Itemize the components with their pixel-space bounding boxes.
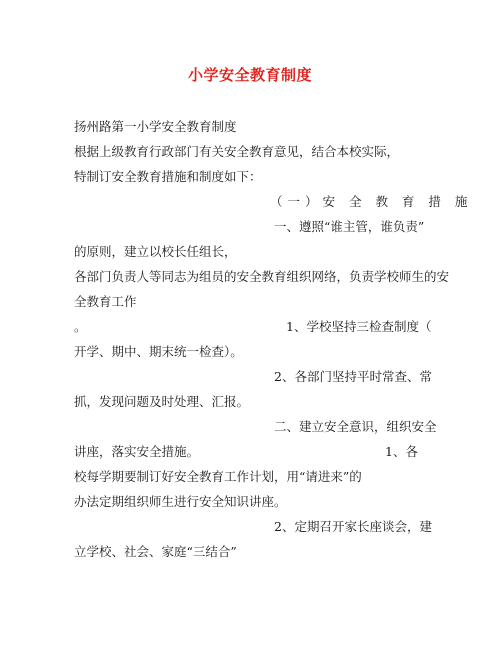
body-line: 抓，发现问题及时处理、汇报。 — [74, 394, 250, 409]
body-line: 。 — [74, 319, 87, 334]
body-line: 2、各部门坚持平时常查、常 — [274, 369, 432, 384]
body-line: 根据上级教育行政部门有关安全教育意见，结合本校实际， — [74, 144, 400, 159]
body-line: 的原则，建立以校长任组长， — [74, 244, 237, 259]
body-line: 各部门负责人等同志为组员的安全教育组织网络，负责学校师生的安 — [74, 269, 450, 284]
body-line: 办法定期组织师生进行安全知识讲座。 — [74, 494, 287, 509]
body-line: 1、学校坚持三检查制度（ — [286, 319, 432, 334]
body-line: 讲座，落实安全措施。 — [74, 444, 200, 459]
body-line: 开学、期中、期末统一检查）。 — [74, 344, 243, 359]
section-heading-measures: （一）安 全 教 育 措 施 — [270, 194, 473, 209]
body-line: 二、建立安全意识，组织安全 — [274, 419, 437, 434]
body-line: 1、各 — [385, 444, 418, 459]
body-line: 2、定期召开家长座谈会，建 — [274, 519, 432, 534]
body-line: 特制订安全教育措施和制度如下： — [74, 169, 262, 184]
body-line: 立学校、社会、家庭“三结合” — [74, 544, 237, 559]
body-line: 校每学期要制订好安全教育工作计划，用“请进来”的 — [74, 469, 362, 484]
school-name-line: 扬州路第一小学安全教育制度 — [74, 119, 237, 134]
body-line: 一、遵照“谁主管，谁负责” — [274, 219, 425, 234]
body-line: 全教育工作 — [74, 294, 137, 309]
document-title: 小学安全教育制度 — [187, 66, 312, 84]
